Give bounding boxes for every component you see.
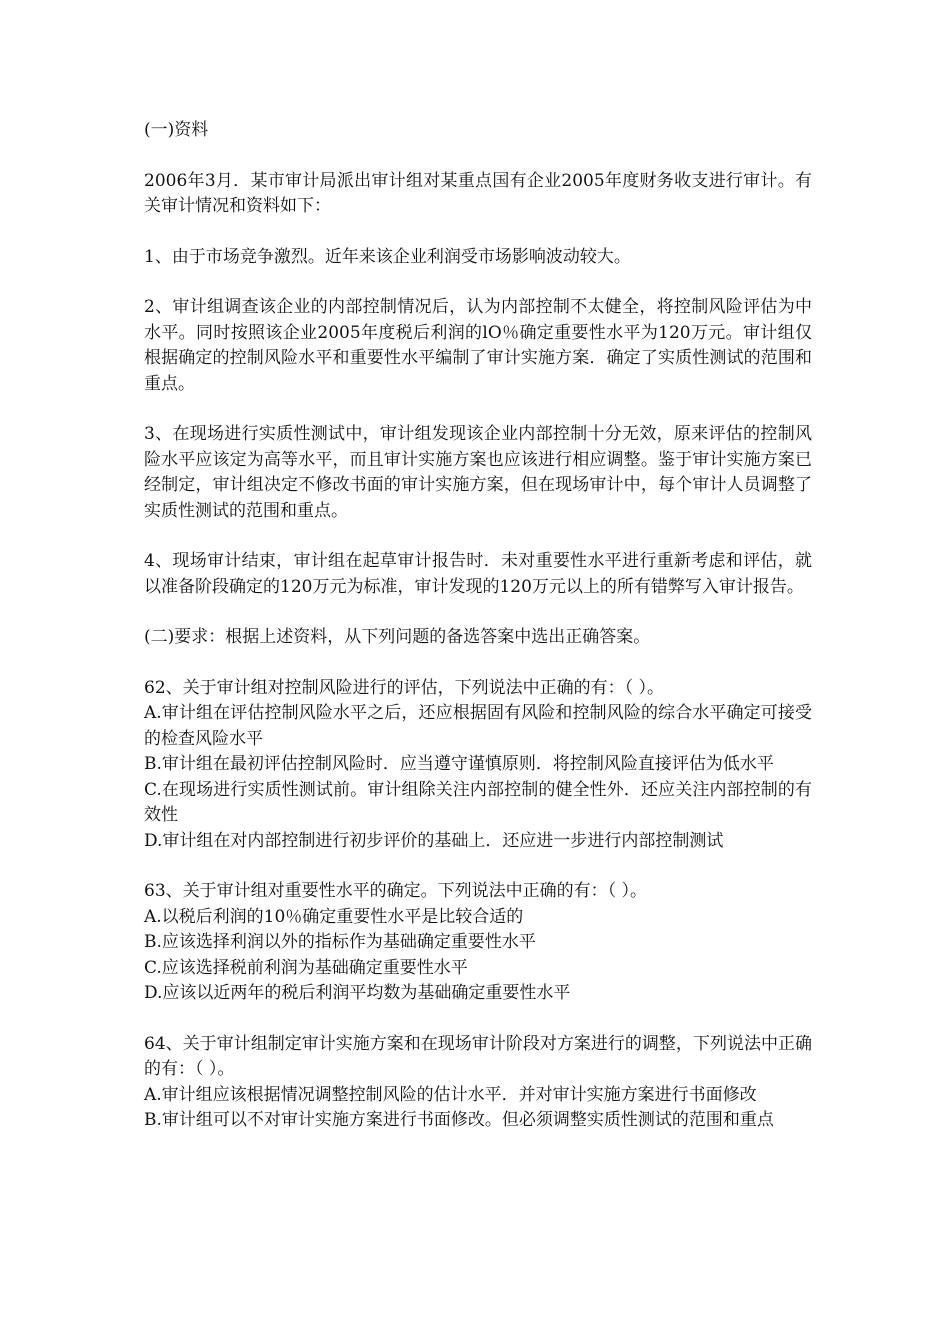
question-62 <box>144 676 812 855</box>
question-63 <box>144 879 812 1007</box>
question-stem: 64、关于审计组制定审计实施方案和在现场审计阶段对方案进行的调整，下列说法中正确的有：（ ）。 <box>144 1033 812 1079</box>
material-item-4: 4、现场审计结束，审计组在起草审计报告时．未对重要性水平进行重新考虑和评估，就以准备阶段确定的120万元为标准，审计发现的120万元以上的所有错弊写入审计报告。 <box>144 551 812 597</box>
option-a: A.以税后利润的10％确定重要性水平是比较合适的 <box>144 906 524 927</box>
section-heading-materials: (一)资料 <box>144 120 209 140</box>
option-b: B.应该选择利润以外的指标作为基础确定重要性水平 <box>144 932 536 952</box>
question-stem: 62、关于审计组对控制风险进行的评估，下列说法中正确的有：（ ）。 <box>144 677 665 698</box>
section-heading-requirements: (二)要求：根据上述资料，从下列问题的备选答案中选出正确答案。 <box>144 627 651 647</box>
document-page <box>144 118 812 1159</box>
intro-paragraph: 2006年3月．某市审计局派出审计组对某重点国有企业2005年度财务收支进行审计。有关审计情况和资料如下： <box>144 170 812 216</box>
option-b: B.审计组可以不对审计实施方案进行书面修改。但必须调整实质性测试的范围和重点 <box>144 1110 774 1130</box>
option-b: B.审计组在最初评估控制风险时．应当遵守谨慎原则．将控制风险直接评估为低水平 <box>144 754 774 774</box>
question-64 <box>144 1032 812 1134</box>
material-item-2: 2、审计组调查该企业的内部控制情况后，认为内部控制不太健全，将控制风险评估为中水平。同时按照该企业2005年度税后利润的lO％确定重要性水平为120万元。审计组仅根据确定的控制风险水平和重要性水平编制了审计实施方案．确定了实质性测试的范围和重点。 <box>144 297 812 394</box>
material-item-1: 1、由于市场竞争激烈。近年来该企业利润受市场影响波动较大。 <box>144 246 631 267</box>
option-d: D.审计组在对内部控制进行初步评价的基础上．还应进一步进行内部控制测试 <box>144 830 724 851</box>
option-a: A.审计组在评估控制风险水平之后，还应根据固有风险和控制风险的综合水平确定可接受的检查风险水平 <box>144 703 812 749</box>
option-d: D.应该以近两年的税后利润平均数为基础确定重要性水平 <box>144 983 571 1003</box>
option-a: A.审计组应该根据情况调整控制风险的估计水平．并对审计实施方案进行书面修改 <box>144 1084 757 1105</box>
option-c: C.应该选择税前利润为基础确定重要性水平 <box>144 957 468 978</box>
question-stem: 63、关于审计组对重要性水平的确定。下列说法中正确的有：（ ）。 <box>144 881 648 901</box>
material-item-3: 3、在现场进行实质性测试中，审计组发现该企业内部控制十分无效，原来评估的控制风险水平应该定为高等水平，而且审计实施方案也应该进行相应调整。鉴于审计实施方案已经制定，审计组决定不修改书面的审计实施方案，但在现场审计中，每个审计人员调整了实质性测试的范围和重点。 <box>144 424 812 521</box>
option-c: C.在现场进行实质性测试前。审计组除关注内部控制的健全性外．还应关注内部控制的有效性 <box>144 779 812 825</box>
